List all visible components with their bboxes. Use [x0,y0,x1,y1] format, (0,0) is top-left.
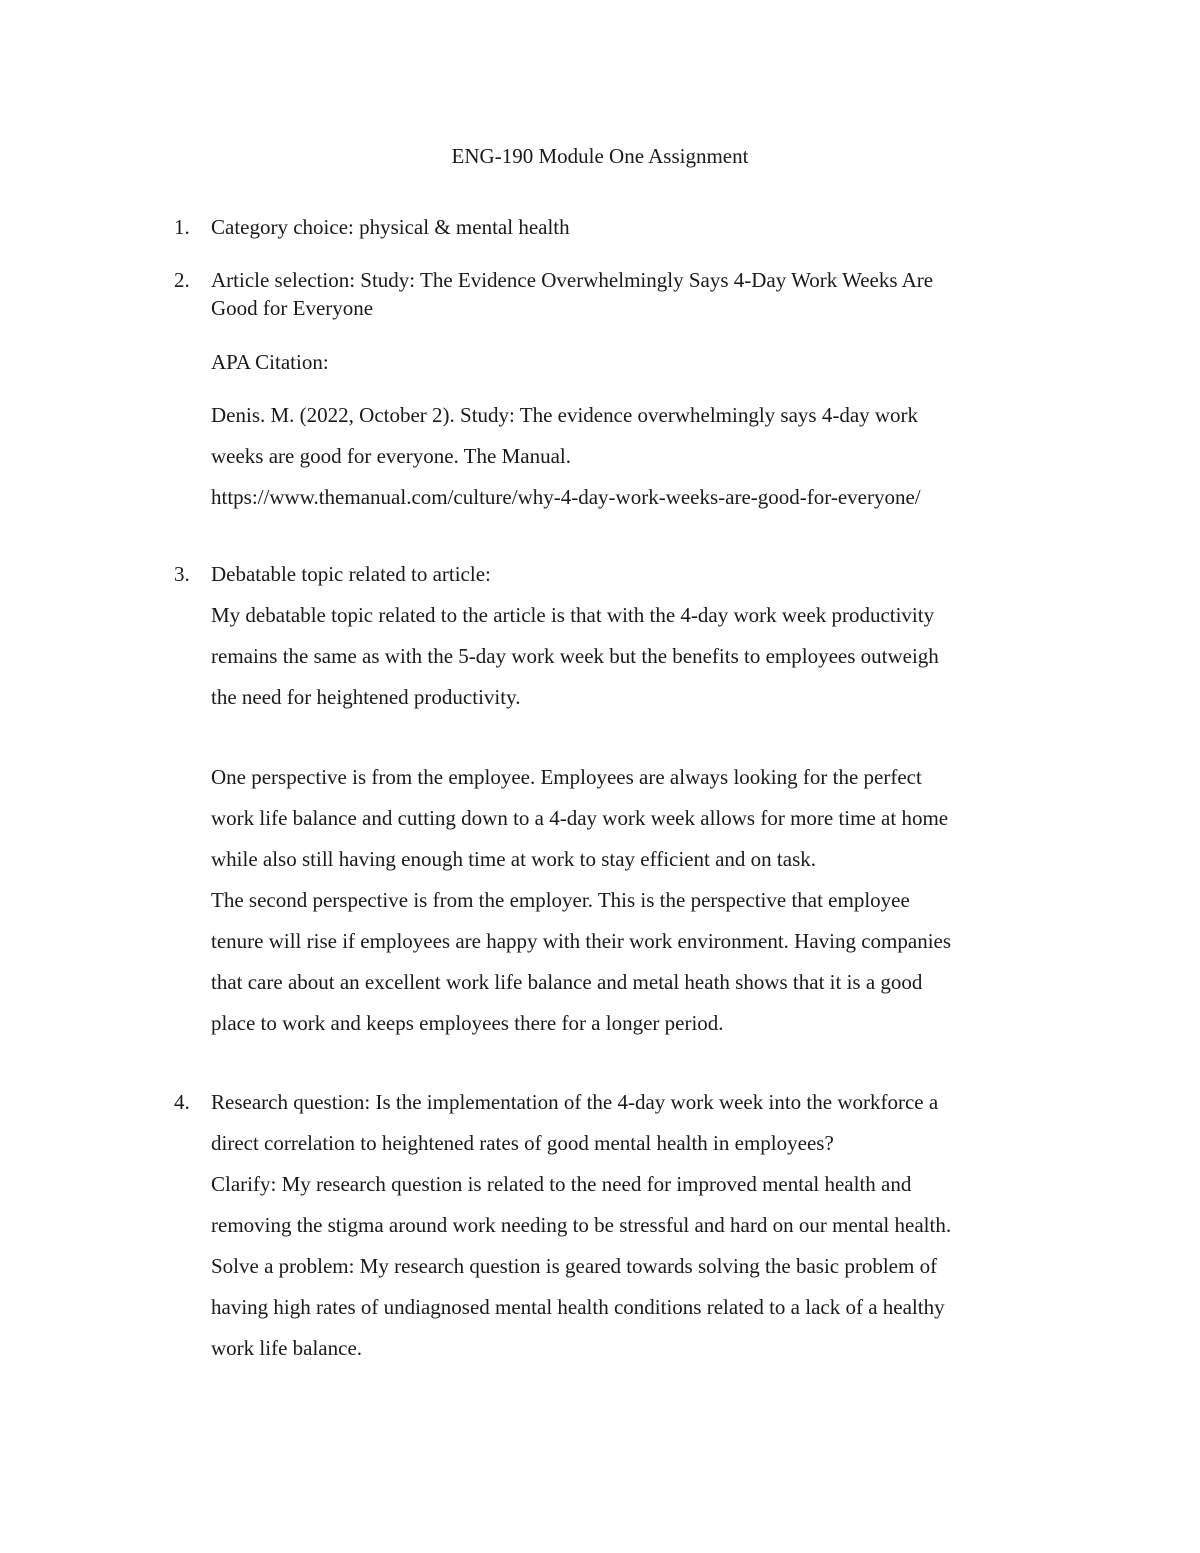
document-title: ENG-190 Module One Assignment [451,144,749,168]
item-3-line: My debatable topic related to the article is that with the 4-day work week productivity [211,603,935,627]
item-2-text [211,266,1051,322]
item-1-text [211,213,1051,241]
perspective-line: One perspective is from the employee. Employees are always looking for the perfect [211,765,922,789]
perspective-line: The second perspective is from the employer. This is the perspective that employee [211,888,910,912]
item-2-line: Article selection: Study: The Evidence Overwhelmingly Says 4-Day Work Weeks Are [211,268,934,292]
item-4-line: Clarify: My research question is related to the need for improved mental health and [211,1172,912,1196]
item-4-line: work life balance. [211,1336,363,1360]
item-2-number: 2. [174,268,190,292]
perspectives-paragraph [211,763,1051,1050]
item-4-text [211,1088,1051,1375]
perspective-line: that care about an excellent work life balance and metal heath shows that it is a good [211,970,923,994]
item-1-number: 1. [174,215,190,239]
citation-line: weeks are good for everyone. The Manual. [211,444,571,468]
item-3-line: the need for heightened productivity. [211,685,521,709]
apa-citation [211,401,1051,524]
citation-url: https://www.themanual.com/culture/why-4-day-work-weeks-are-good-for-everyone/ [211,485,921,509]
item-4-line: removing the stigma around work needing to be stressful and hard on our mental health. [211,1213,952,1237]
item-4-line: Research question: Is the implementation of the 4-day work week into the workforce a [211,1090,939,1114]
apa-label-text: APA Citation: [211,350,329,374]
item-4-number: 4. [174,1090,190,1114]
item-1-line: Category choice: physical & mental health [211,215,570,239]
apa-citation-label [211,348,1051,376]
item-4-line: direct correlation to heightened rates of good mental health in employees? [211,1131,834,1155]
item-3-text [211,560,1051,724]
item-3-line: remains the same as with the 5-day work week but the benefits to employees outweigh [211,644,939,668]
citation-line: Denis. M. (2022, October 2). Study: The evidence overwhelmingly says 4-day work [211,403,919,427]
item-4-line: having high rates of undiagnosed mental health conditions related to a lack of a healthy [211,1295,945,1319]
item-2-line: Good for Everyone [211,296,374,320]
perspective-line: tenure will rise if employees are happy with their work environment. Having companies [211,929,952,953]
item-3-number: 3. [174,562,190,586]
item-3-line: Debatable topic related to article: [211,562,491,586]
perspective-line: while also still having enough time at work to stay efficient and on task. [211,847,816,871]
item-4-line: Solve a problem: My research question is geared towards solving the basic problem of [211,1254,938,1278]
perspective-line: work life balance and cutting down to a 4-day work week allows for more time at home [211,806,949,830]
perspective-line: place to work and keeps employees there for a longer period. [211,1011,724,1035]
